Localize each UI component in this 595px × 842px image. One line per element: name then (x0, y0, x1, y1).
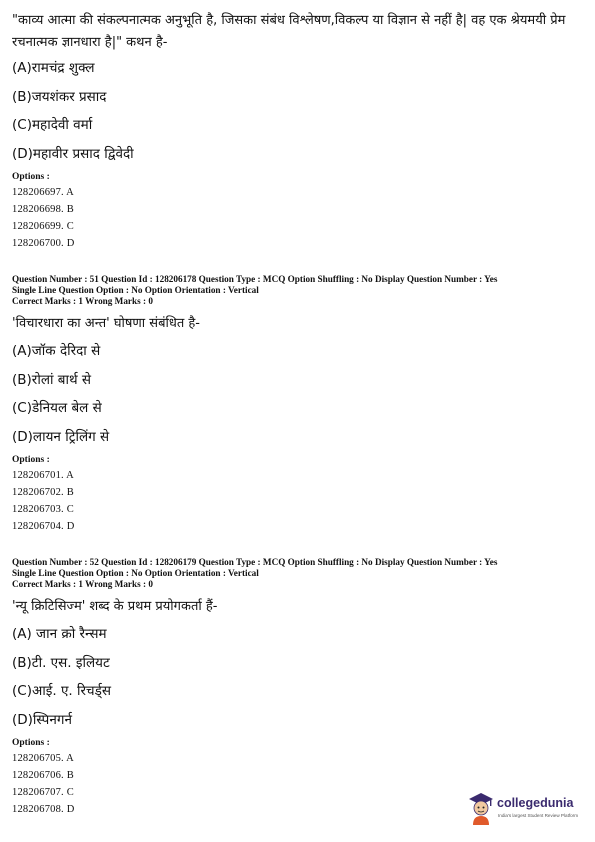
option-code: 128206702. B (12, 487, 74, 498)
option-code: 128206703. C (12, 504, 74, 515)
option-d: (D)स्पिनगर्न (12, 711, 72, 728)
question-52 (12, 557, 582, 818)
question-stem: 'विचारधारा का अन्त' घोषणा संबंधित है- (12, 316, 200, 331)
option-code: 128206708. D (12, 804, 75, 815)
option-code: 128206701. A (12, 470, 74, 481)
option-d: (D)महावीर प्रसाद द्विवेदी (12, 145, 134, 162)
option-c: (C)महादेवी वर्मा (12, 117, 93, 133)
question-51 (12, 274, 582, 535)
option-code: 128206699. C (12, 221, 74, 232)
question-page (12, 10, 582, 818)
collegedunia-logo (467, 790, 585, 830)
question-marks: Correct Marks : 1 Wrong Marks : 0 (12, 296, 153, 306)
option-b: (B)जयशंकर प्रसाद (12, 88, 107, 105)
question-stem: "काव्य आत्मा की संकल्पनात्मक अनुभूति है, जिसका संबंध विश्लेषण,विकल्प या विज्ञान से नहीं है| वह एक श्रेयमयी प्रेम रचनात्मक ज्ञानधारा है|" कथन है- (12, 13, 566, 50)
option-code: 128206698. B (12, 204, 74, 215)
logo-name: collegedunia (497, 796, 574, 810)
option-d: (D)लायन ट्रिलिंग से (12, 428, 110, 445)
graduate-mascot-icon (467, 790, 495, 826)
option-b: (B)रोलां बार्थ से (12, 371, 92, 388)
options-label: Options : (12, 738, 50, 748)
options-label: Options : (12, 172, 50, 182)
option-b: (B)टी. एस. इलियट (12, 654, 110, 671)
question-meta: Single Line Question Option : No Option Orientation : Vertical (12, 568, 259, 578)
option-c: (C)डेनियल बेल से (12, 400, 102, 416)
option-code: 128206700. D (12, 238, 75, 249)
question-meta: Question Number : 51 Question Id : 128206178 Question Type : MCQ Option Shuffling : No Display Question Number : Yes (12, 274, 498, 284)
question-meta: Single Line Question Option : No Option Orientation : Vertical (12, 285, 259, 295)
question-50 (12, 10, 582, 252)
option-code: 128206704. D (12, 521, 75, 532)
question-stem: 'न्यू क्रिटिसिज्म' शब्द के प्रथम प्रयोगकर्ता हैं- (12, 599, 218, 614)
option-a: (A)जॉक देरिदा से (12, 343, 101, 359)
option-code: 128206697. A (12, 187, 74, 198)
option-code: 128206706. B (12, 770, 74, 781)
option-a: (A) जान क्रो रैन्सम (12, 626, 107, 642)
options-label: Options : (12, 455, 50, 465)
option-code: 128206705. A (12, 753, 74, 764)
logo-tagline: India's largest Student Review Platform (498, 813, 579, 818)
question-meta: Question Number : 52 Question Id : 128206179 Question Type : MCQ Option Shuffling : No Display Question Number : Yes (12, 557, 498, 567)
option-code: 128206707. C (12, 787, 74, 798)
option-a: (A)रामचंद्र शुक्ल (12, 60, 95, 76)
option-c: (C)आई. ए. रिचर्ड्स (12, 683, 111, 699)
question-marks: Correct Marks : 1 Wrong Marks : 0 (12, 579, 153, 589)
